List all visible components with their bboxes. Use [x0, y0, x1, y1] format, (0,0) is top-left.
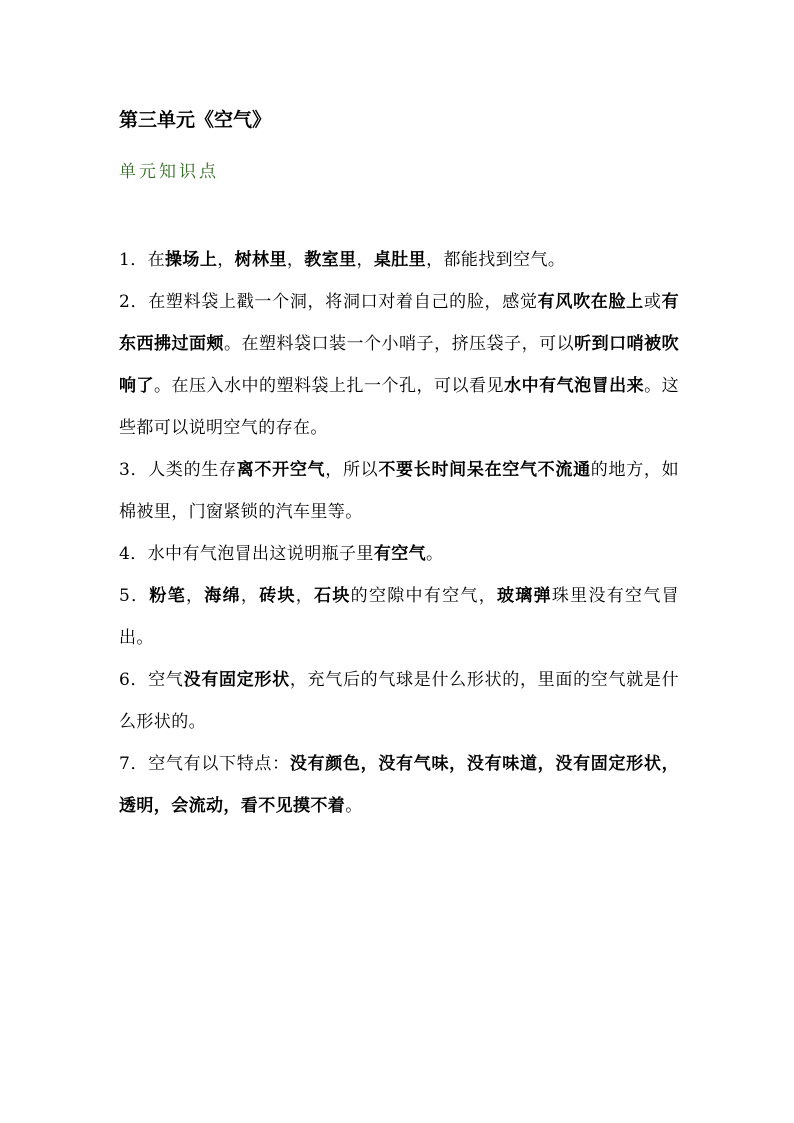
body-text: 1．在	[119, 250, 166, 270]
emphasis-text: 海绵	[204, 586, 241, 606]
document-title: 第三单元《空气》	[119, 109, 272, 131]
body-text: ，所以	[325, 460, 379, 480]
body-text: 。在压入水中的塑料袋上扎一个孔，可以看见	[154, 376, 505, 396]
knowledge-point-5	[119, 575, 679, 659]
body-text: 7．空气有以下特点：	[119, 754, 290, 774]
knowledge-points-list	[119, 239, 679, 827]
body-text: 6．空气	[119, 670, 184, 690]
body-text: ，	[186, 586, 205, 606]
emphasis-text: 石块	[314, 586, 351, 606]
body-text: 的地方，如棉被里，门窗紧锁的汽车里等。	[119, 460, 680, 522]
knowledge-point-7	[119, 743, 679, 827]
section-subtitle: 单元知识点	[119, 162, 219, 182]
body-text: 2．在塑料袋上戳一个洞，将洞口对着自己的脸，感觉	[119, 292, 538, 312]
body-text: 5．	[119, 586, 150, 606]
body-text: 珠里没有空气冒出。	[119, 586, 680, 648]
knowledge-point-1	[119, 239, 679, 281]
emphasis-text: 有空气	[373, 544, 427, 564]
emphasis-text: 有风吹在脸上	[537, 292, 644, 312]
emphasis-text: 听到口哨被吹响了	[119, 334, 680, 396]
body-text: 。这些都可以说明空气的存在。	[119, 376, 679, 438]
body-text: ，	[356, 250, 374, 270]
emphasis-text: 玻璃弹	[497, 586, 552, 606]
body-text: ，	[217, 250, 235, 270]
emphasis-text: 树林里	[234, 250, 287, 270]
emphasis-text: 水中有气泡冒出来	[504, 376, 645, 396]
body-text: 或	[643, 292, 662, 312]
emphasis-text: 不要长时间呆在空气不流通	[378, 460, 591, 480]
body-text: ，	[286, 250, 305, 270]
emphasis-text: 砖块	[259, 586, 296, 606]
body-text: 。	[426, 544, 444, 564]
emphasis-text: 粉笔	[149, 586, 186, 606]
emphasis-text: 教室里	[304, 250, 357, 270]
emphasis-text: 桌肚里	[373, 250, 427, 270]
knowledge-point-3	[119, 449, 679, 533]
emphasis-text: 有东西拂过面颊	[119, 292, 679, 354]
emphasis-text: 操场上	[165, 250, 218, 270]
body-text: ，	[295, 586, 315, 606]
body-text: 4．水中有气泡冒出这说明瓶子里	[119, 544, 374, 564]
body-text: 。在塑料袋口装一个小哨子，挤压袋子，可以	[224, 334, 575, 354]
body-text: ，	[240, 586, 260, 606]
emphasis-text: 没有固定形状	[183, 670, 290, 690]
body-text: 3．人类的生存	[119, 460, 237, 480]
emphasis-text: 离不开空气	[236, 460, 326, 480]
knowledge-point-4	[119, 533, 679, 575]
knowledge-point-2	[119, 281, 679, 449]
body-text: ，充气后的气球是什么形状的，里面的空气就是什么形状的。	[119, 670, 679, 732]
emphasis-text: 没有颜色，没有气味，没有味道，没有固定形状，透明，会流动，看不见摸不着	[119, 754, 679, 816]
knowledge-point-6	[119, 659, 679, 743]
body-text: 的空隙中有空气，	[350, 586, 497, 606]
body-text: 。	[345, 796, 363, 816]
body-text: ，都能找到空气。	[426, 250, 566, 270]
